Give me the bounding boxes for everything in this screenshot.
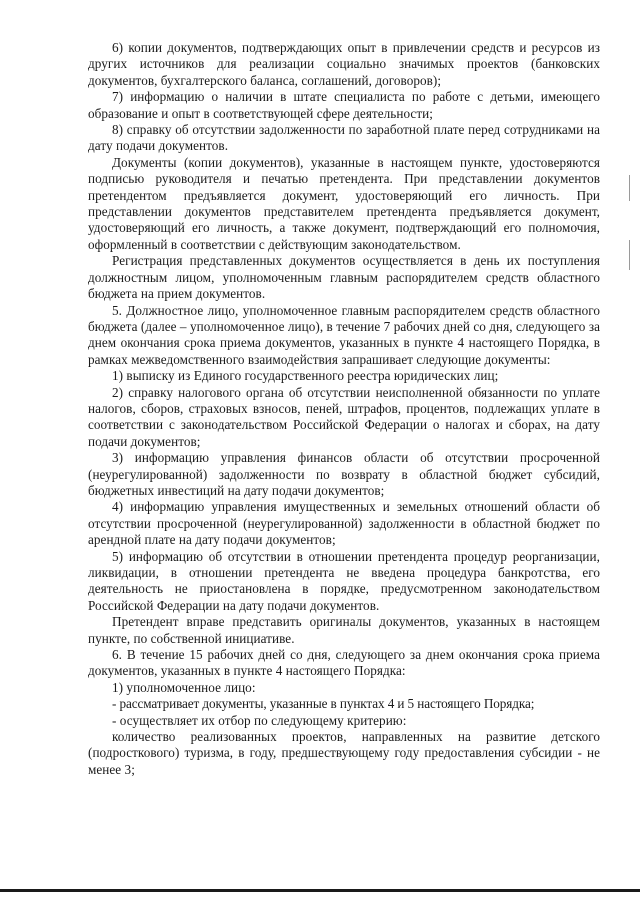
criterion-paragraph: количество реализованных проектов, направленных на развитие детского (подросткового) туризма, в году, предшествующему году предоставления субсидии - не менее 3; [88,729,600,777]
section-5-paragraph: 5. Должностное лицо, уполномоченное главным распорядителем средств областного бюджета (далее – уполномоченное лицо), в течение 7 рабочих дней со дня, следующего за днем окончания срока приема документов, указанных в пункте 4 настоящего Порядка, в рамках межведомственного взаимодействия запрашивает следующие документы: [88,302,600,367]
request-item-2: 2) справку налогового органа об отсутствии неисполненной обязанности по уплате налогов, сборов, страховых взносов, пеней, штрафов, процентов, подлежащих уплате в соответствии с законодательством Российской Федерации о налогах и сборах, на дату подачи документов; [88,384,600,449]
registration-paragraph: Регистрация представленных документов осуществляется в день их поступления должностным лицом, уполномоченным главным распорядителем средств областного бюджета на прием документов. [88,253,600,302]
scan-margin-mark [629,175,630,201]
document-body [88,40,600,778]
own-initiative-paragraph: Претендент вправе представить оригиналы документов, указанных в настоящем пункте, по собственной инициативе. [88,614,600,646]
item-6-paragraph: 6) копии документов, подтверждающих опыт в привлечении средств и ресурсов из других источников для реализации социально значимых проектов (банковских документов, бухгалтерского баланса, соглашений, договоров); [88,40,600,88]
request-item-3: 3) информацию управления финансов области об отсутствии просроченной (неурегулированной) задолженности по возврату в областной бюджет субсидий, бюджетных инвестиций на дату подачи документов; [88,450,600,498]
item-8-paragraph: 8) справку об отсутствии задолженности по заработной плате перед сотрудниками на дату подачи документов. [88,122,600,154]
page-bottom-rule [0,889,640,892]
scan-margin-mark [629,240,630,270]
section-6-paragraph: 6. В течение 15 рабочих дней со дня, следующего за днем окончания срока приема документов, указанных в пункте 4 настоящего Порядка: [88,647,600,679]
request-item-1: 1) выписку из Единого государственного реестра юридических лиц; [112,368,499,384]
request-item-4: 4) информацию управления имущественных и земельных отношений области об отсутствии просроченной (неурегулированной) задолженности в областной бюджет по арендной плате на дату подачи документов; [88,499,600,548]
review-documents-item: - рассматривает документы, указанные в пунктах 4 и 5 настоящего Порядка; [112,696,535,712]
authorized-person-item: 1) уполномоченное лицо: [112,679,256,695]
request-item-5: 5) информацию об отсутствии в отношении претендента процедур реорганизации, ликвидации, в отношении претендента не введена процедура банкротства, его деятельность не приостановлена в порядке, предусмотренном законодательством Российской Федерации на дату подачи документов. [88,548,600,613]
item-7-paragraph: 7) информацию о наличии в штате специалиста по работе с детьми, имеющего образование и опыт в соответствующей сфере деятельности; [88,89,600,121]
selection-criterion-item: - осуществляет их отбор по следующему критерию: [112,712,407,728]
documents-certification-paragraph: Документы (копии документов), указанные в настоящем пункте, удостоверяются подписью руководителя и печатью претендента. При представлении документов претендентом предъявляется документ, удостоверяющий его личность. При представлении документов представителем претендента предъявляется документ, удостоверяющий его личность, а также документ, подтверждающий его полномочия, оформленный в соответствии с действующим законодательством. [88,154,600,252]
